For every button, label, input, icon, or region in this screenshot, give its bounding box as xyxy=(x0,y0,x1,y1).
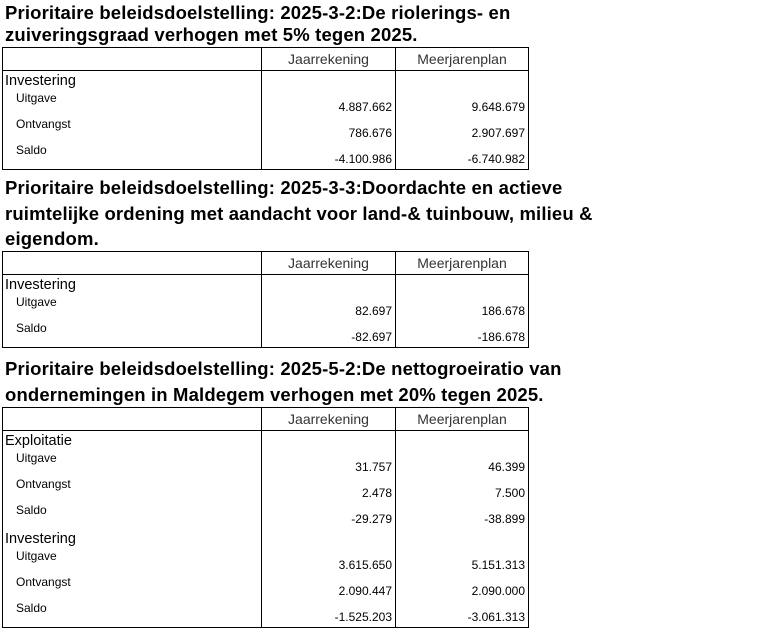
row-label: Uitgave xyxy=(3,451,262,477)
empty-cell xyxy=(262,71,396,92)
value-meerjarenplan: 7.500 xyxy=(396,477,529,503)
value-jaarrekening: 2.478 xyxy=(262,477,396,503)
group-label: Investering xyxy=(3,529,262,549)
table-row xyxy=(3,601,529,628)
section-2025-5-2 xyxy=(0,356,771,629)
table-row xyxy=(3,295,529,321)
row-label: Uitgave xyxy=(3,549,262,575)
section-title: ruimtelijke ordening met aandacht voor land-& tuinbouw, milieu & xyxy=(5,203,593,224)
section-title: ondernemingen in Maldegem verhogen met 20% tegen 2025. xyxy=(5,384,544,405)
section-title: Prioritaire beleidsdoelstelling: 2025-5-2:De nettogroeiratio van xyxy=(5,358,562,379)
column-header-jaarrekening: Jaarrekening xyxy=(262,408,396,431)
header-empty-cell xyxy=(3,252,262,275)
table-header-row xyxy=(3,408,529,431)
group-row xyxy=(3,71,529,92)
group-row xyxy=(3,275,529,296)
value-jaarrekening: 4.887.662 xyxy=(262,91,396,117)
value-meerjarenplan: 46.399 xyxy=(396,451,529,477)
empty-cell xyxy=(396,529,529,549)
table-row xyxy=(3,477,529,503)
table-header-row xyxy=(3,48,529,71)
empty-cell xyxy=(262,529,396,549)
section-title: Prioritaire beleidsdoelstelling: 2025-3-3:Doordachte en actieve xyxy=(5,177,563,198)
header-empty-cell xyxy=(3,408,262,431)
table-row xyxy=(3,321,529,348)
table-row xyxy=(3,117,529,143)
column-header-meerjarenplan: Meerjarenplan xyxy=(396,48,529,71)
value-jaarrekening: -4.100.986 xyxy=(262,143,396,170)
value-jaarrekening: 2.090.447 xyxy=(262,575,396,601)
row-label: Saldo xyxy=(3,601,262,628)
value-meerjarenplan: 2.090.000 xyxy=(396,575,529,601)
table-row xyxy=(3,143,529,170)
table-row xyxy=(3,575,529,601)
empty-cell xyxy=(396,431,529,452)
group-row xyxy=(3,529,529,549)
value-meerjarenplan: 186.678 xyxy=(396,295,529,321)
column-header-jaarrekening: Jaarrekening xyxy=(262,48,396,71)
value-meerjarenplan: 5.151.313 xyxy=(396,549,529,575)
section-title: eigendom. xyxy=(5,228,99,249)
row-label: Uitgave xyxy=(3,295,262,321)
value-meerjarenplan: -186.678 xyxy=(396,321,529,348)
table-header-row xyxy=(3,252,529,275)
value-meerjarenplan: 9.648.679 xyxy=(396,91,529,117)
header-empty-cell xyxy=(3,48,262,71)
value-jaarrekening: 786.676 xyxy=(262,117,396,143)
section-2025-3-2 xyxy=(0,0,771,171)
table-row xyxy=(3,91,529,117)
value-jaarrekening: 3.615.650 xyxy=(262,549,396,575)
value-meerjarenplan: -38.899 xyxy=(396,503,529,529)
section-title: Prioritaire beleidsdoelstelling: 2025-3-2:De riolerings- en xyxy=(5,2,511,23)
value-jaarrekening: -1.525.203 xyxy=(262,601,396,628)
value-meerjarenplan: -6.740.982 xyxy=(396,143,529,170)
value-jaarrekening: -82.697 xyxy=(262,321,396,348)
row-label: Saldo xyxy=(3,143,262,170)
finance-table xyxy=(2,251,529,348)
group-label: Investering xyxy=(3,275,262,296)
empty-cell xyxy=(262,275,396,296)
value-jaarrekening: -29.279 xyxy=(262,503,396,529)
row-label: Ontvangst xyxy=(3,575,262,601)
value-jaarrekening: 82.697 xyxy=(262,295,396,321)
table-row xyxy=(3,451,529,477)
finance-table xyxy=(2,47,529,170)
section-2025-3-3 xyxy=(0,175,771,349)
group-row xyxy=(3,431,529,452)
column-header-meerjarenplan: Meerjarenplan xyxy=(396,252,529,275)
empty-cell xyxy=(396,275,529,296)
section-title: zuiveringsgraad verhogen met 5% tegen 2025. xyxy=(5,24,418,45)
column-header-jaarrekening: Jaarrekening xyxy=(262,252,396,275)
finance-table xyxy=(2,407,529,628)
table-row xyxy=(3,549,529,575)
row-label: Uitgave xyxy=(3,91,262,117)
empty-cell xyxy=(396,71,529,92)
empty-cell xyxy=(262,431,396,452)
row-label: Saldo xyxy=(3,321,262,348)
group-label: Investering xyxy=(3,71,262,92)
row-label: Saldo xyxy=(3,503,262,529)
value-meerjarenplan: 2.907.697 xyxy=(396,117,529,143)
row-label: Ontvangst xyxy=(3,477,262,503)
row-label: Ontvangst xyxy=(3,117,262,143)
group-label: Exploitatie xyxy=(3,431,262,452)
table-row xyxy=(3,503,529,529)
value-meerjarenplan: -3.061.313 xyxy=(396,601,529,628)
column-header-meerjarenplan: Meerjarenplan xyxy=(396,408,529,431)
value-jaarrekening: 31.757 xyxy=(262,451,396,477)
